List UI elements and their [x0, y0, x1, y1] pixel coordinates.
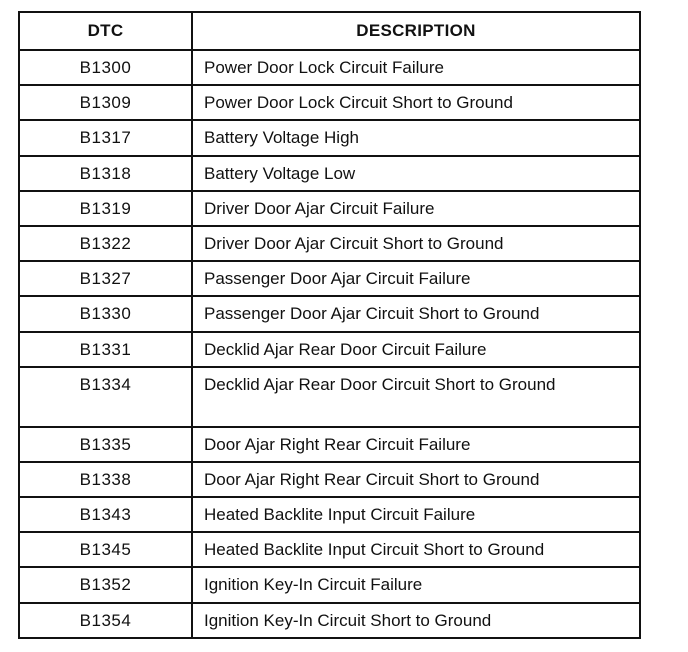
dtc-code-cell: B1330 [19, 296, 192, 331]
description-cell: Battery Voltage High [192, 120, 640, 155]
description-cell: Decklid Ajar Rear Door Circuit Short to Ground [192, 367, 640, 427]
description-cell: Power Door Lock Circuit Short to Ground [192, 85, 640, 120]
table-row [19, 191, 640, 226]
description-cell: Passenger Door Ajar Circuit Short to Ground [192, 296, 640, 331]
description-cell: Driver Door Ajar Circuit Short to Ground [192, 226, 640, 261]
description-cell: Door Ajar Right Rear Circuit Failure [192, 427, 640, 462]
table-row [19, 567, 640, 602]
table-row [19, 603, 640, 638]
dtc-code-cell: B1318 [19, 156, 192, 191]
description-cell: Heated Backlite Input Circuit Short to Ground [192, 532, 640, 567]
table-header-row [19, 12, 640, 50]
description-cell: Driver Door Ajar Circuit Failure [192, 191, 640, 226]
table-row [19, 367, 640, 427]
dtc-code-cell: B1317 [19, 120, 192, 155]
column-header-description: DESCRIPTION [192, 12, 640, 50]
dtc-code-cell: B1322 [19, 226, 192, 261]
description-cell: Passenger Door Ajar Circuit Failure [192, 261, 640, 296]
description-cell: Door Ajar Right Rear Circuit Short to Ground [192, 462, 640, 497]
description-cell: Decklid Ajar Rear Door Circuit Failure [192, 332, 640, 367]
description-cell: Ignition Key-In Circuit Failure [192, 567, 640, 602]
dtc-code-cell: B1309 [19, 85, 192, 120]
table-row [19, 427, 640, 462]
table-row [19, 226, 640, 261]
table-row [19, 532, 640, 567]
table-row [19, 462, 640, 497]
dtc-code-cell: B1319 [19, 191, 192, 226]
dtc-code-cell: B1331 [19, 332, 192, 367]
dtc-code-cell: B1334 [19, 367, 192, 427]
table-row [19, 497, 640, 532]
table-row [19, 85, 640, 120]
dtc-code-cell: B1300 [19, 50, 192, 85]
table-row [19, 120, 640, 155]
table-row [19, 332, 640, 367]
table-row [19, 50, 640, 85]
dtc-code-cell: B1352 [19, 567, 192, 602]
description-cell: Ignition Key-In Circuit Short to Ground [192, 603, 640, 638]
table-row [19, 296, 640, 331]
description-cell: Heated Backlite Input Circuit Failure [192, 497, 640, 532]
dtc-code-cell: B1335 [19, 427, 192, 462]
description-cell: Battery Voltage Low [192, 156, 640, 191]
table-row [19, 261, 640, 296]
dtc-code-cell: B1354 [19, 603, 192, 638]
dtc-code-cell: B1345 [19, 532, 192, 567]
dtc-code-cell: B1343 [19, 497, 192, 532]
dtc-code-cell: B1327 [19, 261, 192, 296]
table-row [19, 156, 640, 191]
description-cell: Power Door Lock Circuit Failure [192, 50, 640, 85]
column-header-dtc: DTC [19, 12, 192, 50]
dtc-table [18, 11, 641, 639]
dtc-code-cell: B1338 [19, 462, 192, 497]
